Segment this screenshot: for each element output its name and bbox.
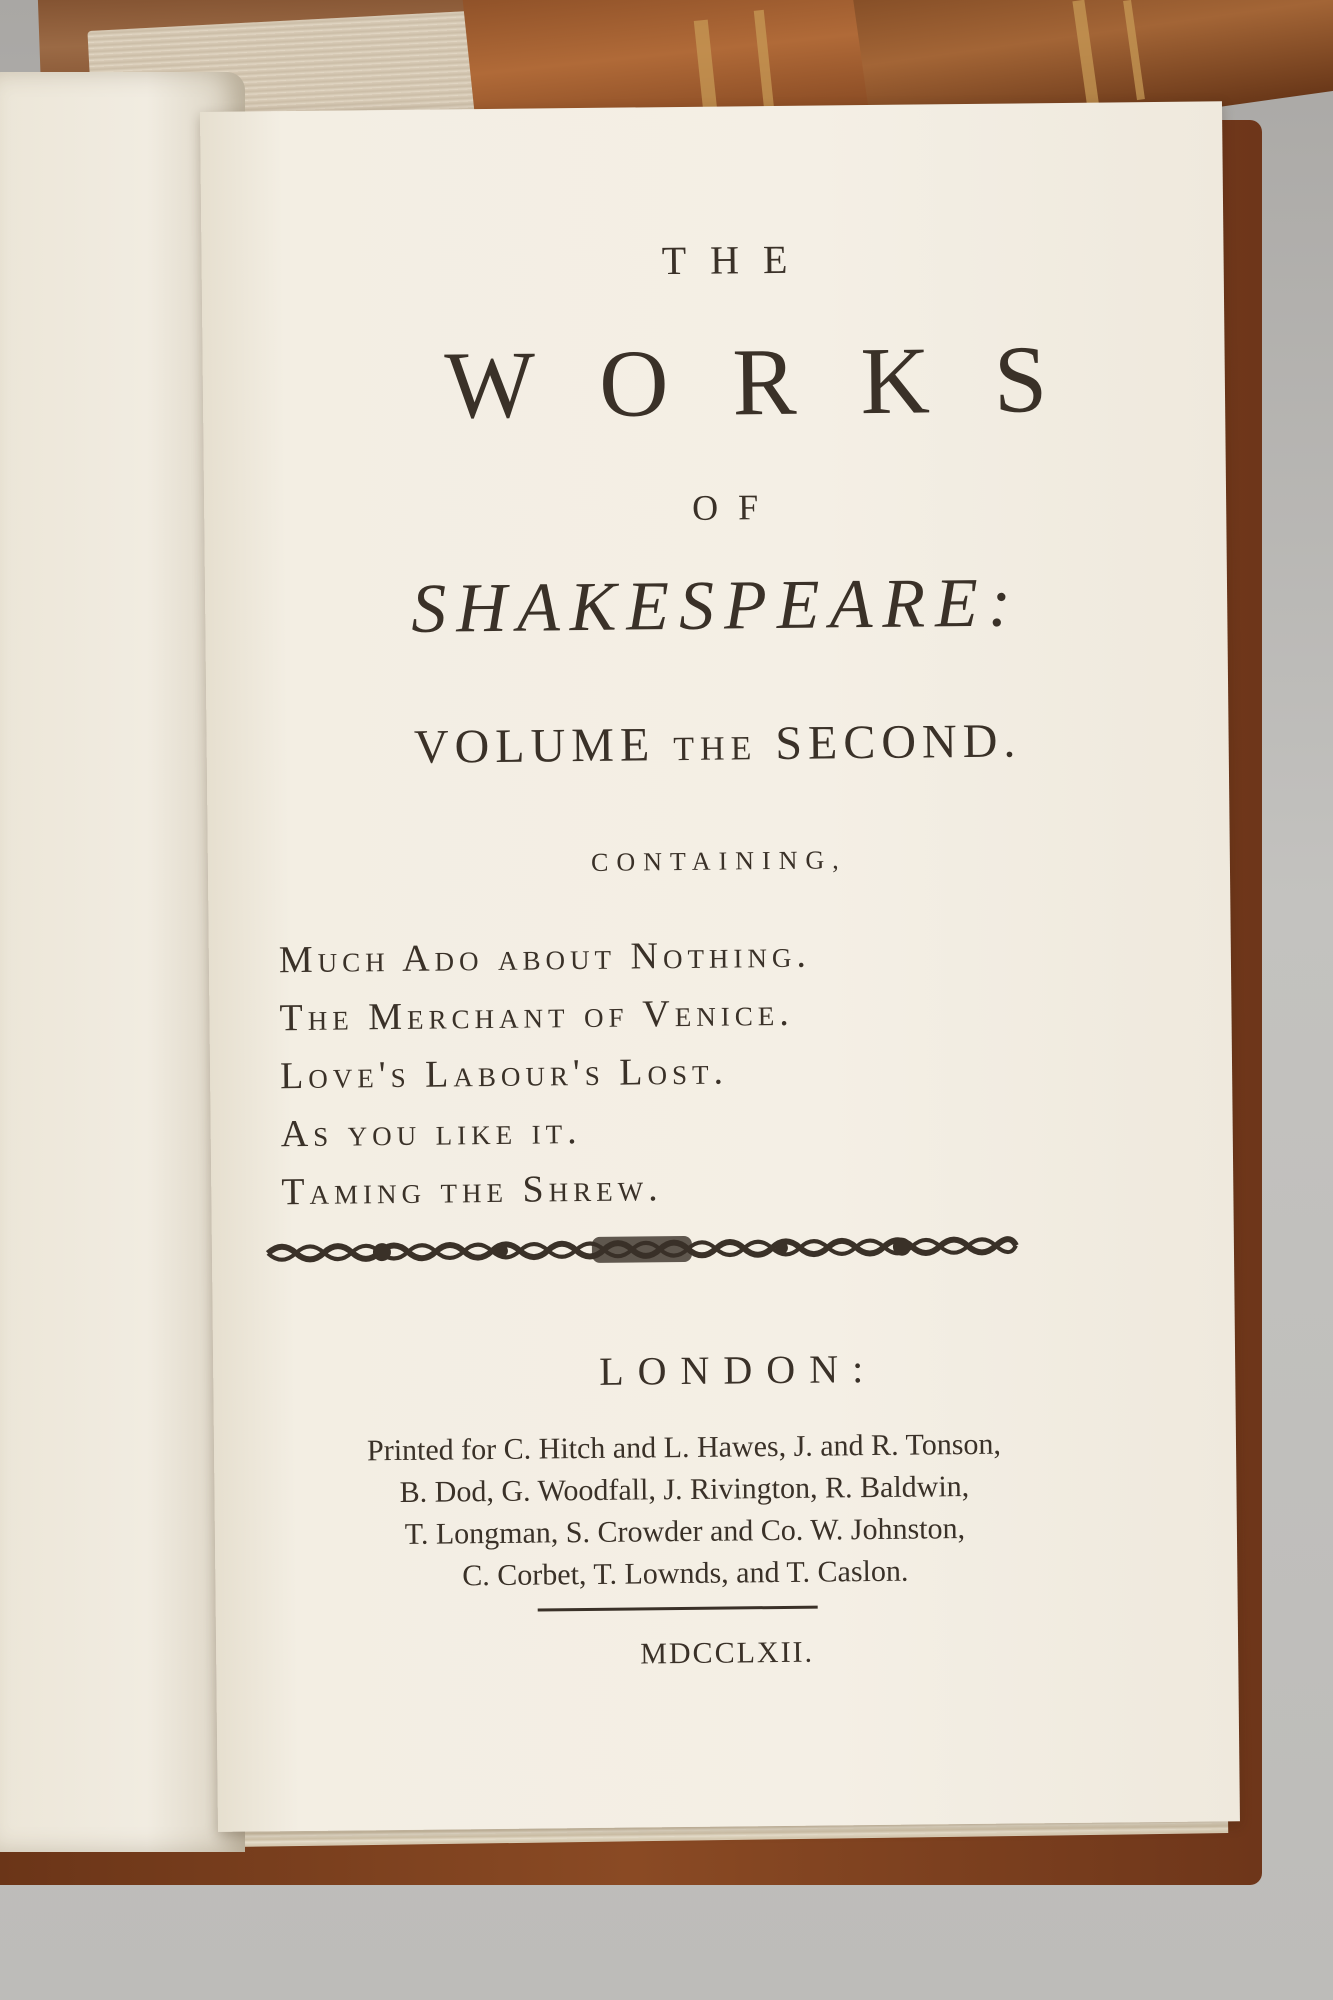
imprint-year: MDCCLXII. [640,1635,815,1671]
play-item: Taming the Shrew. [281,1167,663,1214]
title-author: SHAKESPEARE: [410,564,1022,648]
containing-label: CONTAINING, [590,845,847,877]
imprint-line: C. Corbet, T. Lownds, and T. Caslon. [462,1554,909,1593]
play-item: The Merchant of Venice. [279,991,794,1040]
title-works: WORKS [443,324,1112,439]
imprint-rule [538,1606,818,1612]
title-page [200,101,1240,1832]
volume-statement: VOLUME the SECOND. [413,714,1022,774]
plays-list [279,923,1102,1222]
title-page-content [200,101,1240,1832]
imprint-line: B. Dod, G. Woodfall, J. Rivington, R. Baldwin, [399,1470,970,1509]
imprint-line: Printed for C. Hitch and L. Hawes, J. and R. Tonson, [366,1427,1002,1468]
play-item: Love's Labour's Lost. [279,1050,729,1098]
title-of: OF [691,486,779,528]
imprint-block [244,1422,1126,1599]
play-item: As you like it. [280,1110,582,1156]
imprint-line: T. Longman, S. Crowder and Co. W. Johnston, [404,1512,966,1551]
imprint-place: LONDON: [598,1345,878,1394]
play-item: Much Ado about Nothing. [278,933,812,982]
printer-ornament-icon [262,1228,1022,1270]
title-the: THE [661,236,812,284]
